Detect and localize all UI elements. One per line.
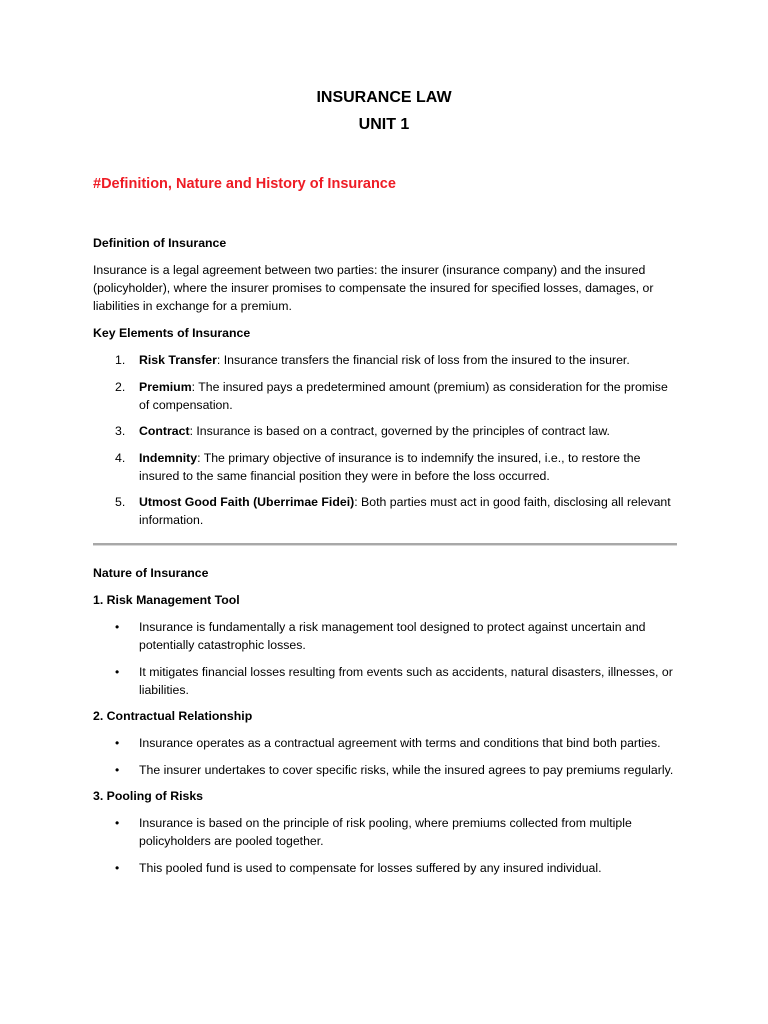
bullet-list xyxy=(93,734,677,779)
nature-heading: Nature of Insurance xyxy=(93,566,209,580)
list-number: 4. xyxy=(115,450,126,465)
list-text: : Insurance is based on a contract, governed by the principles of contract law. xyxy=(189,424,610,438)
list-number: 2. xyxy=(115,379,126,394)
list-text: The insurer undertakes to cover specific risks, while the insured agrees to pay premiums regularly. xyxy=(139,762,674,777)
list-item xyxy=(93,422,677,440)
list-term: Premium xyxy=(139,379,192,394)
bullet-icon: • xyxy=(115,860,120,875)
subsection-heading: 3. Pooling of Risks xyxy=(93,789,204,803)
list-text: : The primary objective of insurance is to indemnify the insured, i.e., to restore the insured to the same financial position they were in before the loss occurred. xyxy=(139,450,641,483)
list-number: 1. xyxy=(115,353,126,367)
bullet-icon: • xyxy=(115,762,120,777)
list-text: : Both parties must act in good faith, disclosing all relevant information. xyxy=(139,495,671,527)
list-item xyxy=(93,449,677,485)
document-unit: UNIT 1 xyxy=(358,116,410,133)
list-item xyxy=(93,618,677,654)
bullet-icon: • xyxy=(115,816,120,830)
document-title: INSURANCE LAW xyxy=(316,89,452,106)
list-text: : The insured pays a predetermined amount (premium) as consideration for the promise of compensation. xyxy=(139,379,668,412)
list-number: 5. xyxy=(115,495,126,509)
subsection-heading: 2. Contractual Relationship xyxy=(93,709,253,723)
list-item xyxy=(93,814,677,850)
list-term: Contract xyxy=(139,424,190,438)
list-text: It mitigates financial losses resulting from events such as accidents, natural disasters, illnesses, or liabilities. xyxy=(139,664,673,697)
key-elements-list xyxy=(93,351,677,529)
list-text: Insurance is fundamentally a risk management tool designed to protect against uncertain and potentially catastrophic losses. xyxy=(139,620,646,652)
list-number: 3. xyxy=(115,424,126,438)
list-term: Risk Transfer xyxy=(139,353,217,367)
bullet-icon: • xyxy=(115,620,120,634)
bullet-icon: • xyxy=(115,664,120,679)
section-heading: #Definition, Nature and History of Insurance xyxy=(93,176,396,192)
list-term: Indemnity xyxy=(139,450,198,465)
list-text: Insurance operates as a contractual agreement with terms and conditions that bind both parties. xyxy=(139,736,661,750)
bullet-list xyxy=(93,618,677,699)
horizontal-divider xyxy=(93,543,677,546)
definition-heading: Definition of Insurance xyxy=(93,236,227,250)
list-term: Utmost Good Faith (Uberrimae Fidei) xyxy=(139,495,355,509)
list-item xyxy=(93,493,677,529)
document-body xyxy=(93,234,677,885)
list-item xyxy=(93,378,677,414)
list-item xyxy=(93,761,677,779)
key-elements-heading: Key Elements of Insurance xyxy=(93,326,251,340)
bullet-icon: • xyxy=(115,736,120,750)
list-text: This pooled fund is used to compensate for losses suffered by any insured individual. xyxy=(139,860,602,875)
list-text: Insurance is based on the principle of risk pooling, where premiums collected from multiple policyholders are pooled together. xyxy=(139,816,632,848)
list-text: : Insurance transfers the financial risk of loss from the insured to the insurer. xyxy=(216,353,630,367)
list-item xyxy=(93,734,677,752)
list-item xyxy=(93,663,677,699)
subsection-heading: 1. Risk Management Tool xyxy=(93,593,240,607)
list-item xyxy=(93,859,677,877)
bullet-list xyxy=(93,814,677,877)
definition-paragraph: Insurance is a legal agreement between two parties: the insurer (insurance company) and the insured (policyholder), where the insurer promises to compensate the insured for specified losses, damages, or liabilities in exchange for a premium. xyxy=(93,263,654,313)
list-item xyxy=(93,351,677,369)
